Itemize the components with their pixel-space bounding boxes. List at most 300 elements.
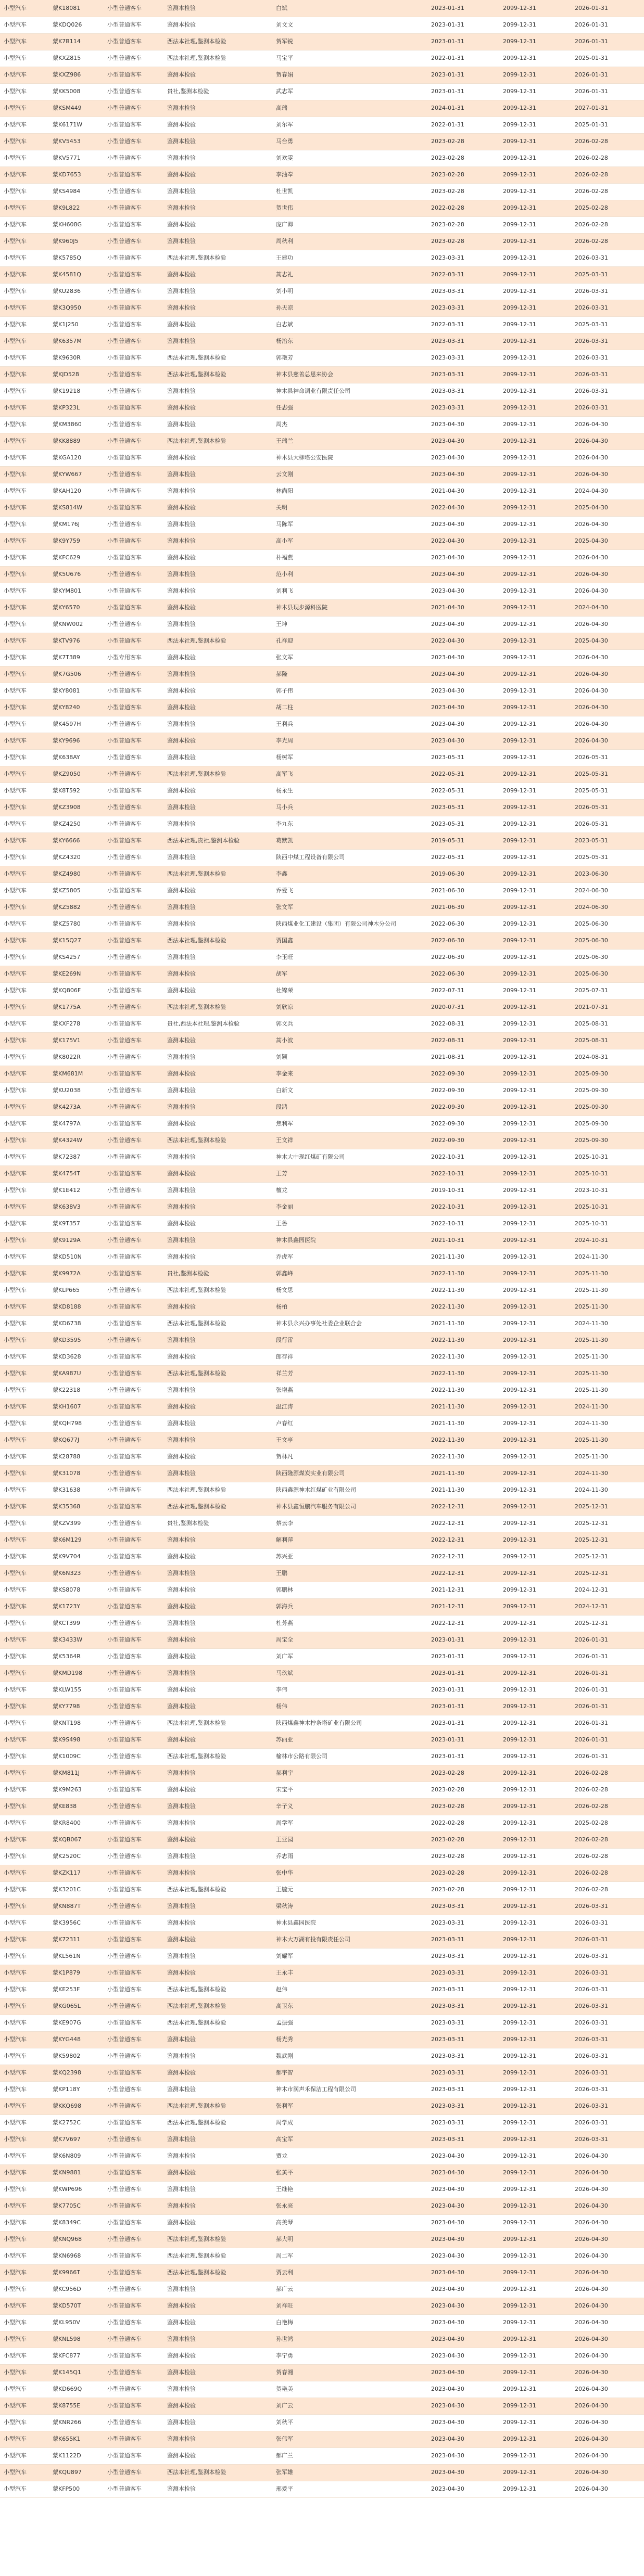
inspection-date-cell: 2021-11-30 [427, 1249, 499, 1265]
vehicle-model-cell: 小型普通客车 [104, 2281, 163, 2298]
plate-number-cell: 蒙KS8078 [49, 1582, 104, 1598]
owner-cell: 朴福燕 [272, 549, 427, 566]
plate-number-cell: 蒙K35368 [49, 1498, 104, 1515]
vehicle-type-cell: 小型汽车 [0, 683, 49, 699]
table-row [0, 649, 644, 666]
table-row [0, 1199, 644, 1215]
next-inspection-cell: 2026-02-28 [571, 1831, 644, 1848]
next-inspection-cell: 2026-04-30 [571, 616, 644, 633]
expiry-date-cell: 2099-12-31 [499, 0, 571, 17]
vehicle-type-cell: 小型汽车 [0, 1582, 49, 1598]
owner-cell: 葛默凯 [272, 832, 427, 849]
plate-number-cell: 蒙K15Q27 [49, 932, 104, 949]
next-inspection-cell: 2026-04-30 [571, 2298, 644, 2314]
vehicle-model-cell: 小型普通客车 [104, 1315, 163, 1332]
inspection-items-cell: 西法本社理,鉴测本检验 [163, 2015, 272, 2031]
plate-number-cell: 蒙KZV399 [49, 1515, 104, 1532]
vehicle-model-cell: 小型普通客车 [104, 1582, 163, 1598]
inspection-date-cell: 2021-10-31 [427, 1232, 499, 1249]
inspection-date-cell: 2022-06-30 [427, 949, 499, 966]
owner-cell: 卢春红 [272, 1415, 427, 1432]
owner-cell: 马陈军 [272, 516, 427, 533]
expiry-date-cell: 2099-12-31 [499, 1682, 571, 1698]
inspection-items-cell: 西法本社理,鉴测本检验 [163, 1365, 272, 1382]
next-inspection-cell: 2026-03-31 [571, 2048, 644, 2065]
table-row [0, 300, 644, 316]
next-inspection-cell: 2026-03-31 [571, 1898, 644, 1915]
vehicle-type-cell: 小型汽车 [0, 2198, 49, 2214]
vehicle-model-cell: 小型普通客车 [104, 683, 163, 699]
vehicle-model-cell: 小型普通客车 [104, 333, 163, 350]
inspection-date-cell: 2023-04-30 [427, 2231, 499, 2248]
owner-cell: 神木县现步源科医院 [272, 599, 427, 616]
plate-number-cell: 蒙K72387 [49, 1149, 104, 1165]
table-row [0, 1798, 644, 1815]
vehicle-type-cell: 小型汽车 [0, 2281, 49, 2298]
owner-cell: 陕西中煤工程设备有限公司 [272, 849, 427, 866]
vehicle-model-cell: 小型普通客车 [104, 932, 163, 949]
vehicle-model-cell: 小型普通客车 [104, 2431, 163, 2447]
owner-cell: 马小兵 [272, 799, 427, 816]
inspection-date-cell: 2023-02-28 [427, 133, 499, 150]
inspection-date-cell: 2023-01-31 [427, 0, 499, 17]
plate-number-cell: 蒙K8022R [49, 1049, 104, 1066]
inspection-date-cell: 2023-01-31 [427, 1648, 499, 1665]
next-inspection-cell: 2026-03-31 [571, 2114, 644, 2131]
inspection-items-cell: 鉴测本检验 [163, 200, 272, 216]
vehicle-type-cell: 小型汽车 [0, 2015, 49, 2031]
table-row [0, 1898, 644, 1915]
owner-cell: 王鹏 [272, 1565, 427, 1582]
expiry-date-cell: 2099-12-31 [499, 1798, 571, 1815]
plate-number-cell: 蒙KNR266 [49, 2414, 104, 2431]
owner-cell: 宋宝平 [272, 1782, 427, 1798]
expiry-date-cell: 2099-12-31 [499, 583, 571, 599]
expiry-date-cell: 2099-12-31 [499, 2065, 571, 2081]
inspection-date-cell: 2022-11-30 [427, 1299, 499, 1315]
plate-number-cell: 蒙KL950V [49, 2314, 104, 2331]
inspection-date-cell: 2023-03-31 [427, 1898, 499, 1915]
owner-cell: 邢爱平 [272, 2481, 427, 2497]
vehicle-type-cell: 小型汽车 [0, 849, 49, 866]
expiry-date-cell: 2099-12-31 [499, 1415, 571, 1432]
vehicle-model-cell: 小型普通客车 [104, 533, 163, 549]
plate-number-cell: 蒙KZ4980 [49, 866, 104, 882]
vehicle-model-cell: 小型普通客车 [104, 1482, 163, 1498]
inspection-date-cell: 2023-04-30 [427, 2298, 499, 2314]
inspection-date-cell: 2023-02-28 [427, 150, 499, 166]
plate-number-cell: 蒙K9630R [49, 350, 104, 366]
owner-cell: 李伟 [272, 1682, 427, 1698]
expiry-date-cell: 2099-12-31 [499, 2381, 571, 2398]
inspection-items-cell: 西法本社理,鉴测本检验 [163, 366, 272, 383]
inspection-date-cell: 2023-02-28 [427, 166, 499, 183]
inspection-date-cell: 2021-06-30 [427, 882, 499, 899]
expiry-date-cell: 2099-12-31 [499, 916, 571, 932]
table-row [0, 1548, 644, 1565]
owner-cell: 神木大万湖有投有限责任公司 [272, 1931, 427, 1948]
expiry-date-cell: 2099-12-31 [499, 2214, 571, 2231]
owner-cell: 王继艳 [272, 2181, 427, 2198]
owner-cell: 陕西隆源煤炭实业有限公司 [272, 1465, 427, 1482]
vehicle-type-cell: 小型汽车 [0, 1915, 49, 1931]
owner-cell: 马台勇 [272, 133, 427, 150]
inspection-date-cell: 2023-02-28 [427, 1848, 499, 1865]
vehicle-model-cell: 小型普通客车 [104, 882, 163, 899]
inspection-items-cell: 鉴测本检验 [163, 949, 272, 966]
inspection-items-cell: 鉴测本检验 [163, 1565, 272, 1582]
owner-cell: 乔爱飞 [272, 882, 427, 899]
table-row [0, 2264, 644, 2281]
vehicle-model-cell: 小型普通客车 [104, 866, 163, 882]
expiry-date-cell: 2099-12-31 [499, 416, 571, 433]
expiry-date-cell: 2099-12-31 [499, 1598, 571, 1615]
plate-number-cell: 蒙K7V697 [49, 2131, 104, 2148]
vehicle-model-cell: 小型普通客车 [104, 67, 163, 83]
vehicle-model-cell: 小型普通客车 [104, 1998, 163, 2015]
inspection-date-cell: 2021-11-30 [427, 1315, 499, 1332]
table-row [0, 1382, 644, 1399]
vehicle-type-cell: 小型汽车 [0, 1698, 49, 1715]
vehicle-model-cell: 小型普通客车 [104, 1299, 163, 1315]
owner-cell: 周宝全 [272, 1632, 427, 1648]
inspection-items-cell: 鉴测本检验 [163, 1165, 272, 1182]
next-inspection-cell: 2026-04-30 [571, 2447, 644, 2464]
plate-number-cell: 蒙KE838 [49, 1798, 104, 1815]
expiry-date-cell: 2099-12-31 [499, 117, 571, 133]
vehicle-model-cell: 小型普通客车 [104, 966, 163, 982]
inspection-date-cell: 2023-01-31 [427, 1715, 499, 1732]
inspection-date-cell: 2022-04-30 [427, 533, 499, 549]
vehicle-type-cell: 小型汽车 [0, 1598, 49, 1615]
vehicle-model-cell: 小型普通客车 [104, 1615, 163, 1632]
vehicle-type-cell: 小型汽车 [0, 450, 49, 466]
vehicle-model-cell: 小型普通客车 [104, 250, 163, 266]
vehicle-model-cell: 小型普通客车 [104, 2181, 163, 2198]
vehicle-model-cell: 小型普通客车 [104, 549, 163, 566]
next-inspection-cell: 2026-02-28 [571, 1782, 644, 1798]
vehicle-model-cell: 小型普通客车 [104, 17, 163, 33]
plate-number-cell: 蒙KQH798 [49, 1415, 104, 1432]
plate-number-cell: 蒙KY6570 [49, 599, 104, 616]
inspection-items-cell: 西法本社理,鉴测本检验 [163, 1981, 272, 1998]
expiry-date-cell: 2099-12-31 [499, 2081, 571, 2098]
owner-cell: 贾龙 [272, 2148, 427, 2164]
inspection-date-cell: 2023-03-31 [427, 350, 499, 366]
next-inspection-cell: 2026-05-31 [571, 816, 644, 832]
inspection-items-cell: 西法本社理,鉴测本检验 [163, 2248, 272, 2264]
plate-number-cell: 蒙K175V1 [49, 1032, 104, 1049]
plate-number-cell: 蒙KS4257 [49, 949, 104, 966]
owner-cell: 高卫东 [272, 1998, 427, 2015]
vehicle-model-cell: 小型普通客车 [104, 1732, 163, 1748]
vehicle-type-cell: 小型汽车 [0, 283, 49, 300]
table-row [0, 2198, 644, 2214]
plate-number-cell: 蒙KP118Y [49, 2081, 104, 2098]
expiry-date-cell: 2099-12-31 [499, 1199, 571, 1215]
table-row [0, 1299, 644, 1315]
inspection-date-cell: 2022-05-31 [427, 766, 499, 783]
next-inspection-cell: 2024-06-30 [571, 882, 644, 899]
plate-number-cell: 蒙K1775A [49, 999, 104, 1016]
owner-cell: 周学军 [272, 1815, 427, 1831]
table-row [0, 333, 644, 350]
table-row [0, 1698, 644, 1715]
table-row [0, 1332, 644, 1349]
plate-number-cell: 蒙K31078 [49, 1465, 104, 1482]
table-row [0, 466, 644, 483]
inspection-date-cell: 2023-03-31 [427, 2131, 499, 2148]
vehicle-type-cell: 小型汽车 [0, 1132, 49, 1149]
vehicle-type-cell: 小型汽车 [0, 1365, 49, 1382]
plate-number-cell: 蒙K145Q1 [49, 2364, 104, 2381]
inspection-date-cell: 2023-04-30 [427, 2398, 499, 2414]
next-inspection-cell: 2026-03-31 [571, 350, 644, 366]
inspection-items-cell: 鉴测本检验 [163, 1848, 272, 1865]
table-row [0, 2164, 644, 2181]
vehicle-model-cell: 小型普通客车 [104, 583, 163, 599]
vehicle-model-cell: 小型普通客车 [104, 1915, 163, 1931]
vehicle-type-cell: 小型汽车 [0, 400, 49, 416]
inspection-items-cell: 鉴测本检验 [163, 383, 272, 400]
expiry-date-cell: 2099-12-31 [499, 1016, 571, 1032]
vehicle-type-cell: 小型汽车 [0, 17, 49, 33]
inspection-items-cell: 鉴测本检验 [163, 1948, 272, 1965]
owner-cell: 神木县神命调业有限责任公司 [272, 383, 427, 400]
inspection-items-cell: 鉴测本检验 [163, 2398, 272, 2414]
inspection-items-cell: 西法本社理,鉴测本检验 [163, 1748, 272, 1765]
inspection-items-cell: 鉴测本检验 [163, 67, 272, 83]
plate-number-cell: 蒙K5364R [49, 1648, 104, 1665]
expiry-date-cell: 2099-12-31 [499, 2298, 571, 2314]
expiry-date-cell: 2099-12-31 [499, 1365, 571, 1382]
inspection-items-cell: 鉴测本检验 [163, 2348, 272, 2364]
plate-number-cell: 蒙KY8240 [49, 699, 104, 716]
inspection-items-cell: 西法本社理,贵社,鉴测本检验 [163, 832, 272, 849]
table-row [0, 766, 644, 783]
inspection-items-cell: 鉴测本检验 [163, 183, 272, 200]
vehicle-type-cell: 小型汽车 [0, 2331, 49, 2348]
inspection-items-cell: 鉴测本检验 [163, 1249, 272, 1265]
table-row [0, 450, 644, 466]
next-inspection-cell: 2025-02-28 [571, 200, 644, 216]
vehicle-model-cell: 小型普通客车 [104, 383, 163, 400]
vehicle-type-cell: 小型汽车 [0, 1165, 49, 1182]
owner-cell: 李金丽 [272, 1199, 427, 1215]
owner-cell: 马玖斌 [272, 1665, 427, 1682]
inspection-date-cell: 2022-12-31 [427, 1565, 499, 1582]
next-inspection-cell: 2025-11-30 [571, 1282, 644, 1299]
table-row [0, 1998, 644, 2015]
vehicle-model-cell: 小型普通客车 [104, 2065, 163, 2081]
next-inspection-cell: 2025-09-30 [571, 1116, 644, 1132]
vehicle-type-cell: 小型汽车 [0, 2031, 49, 2048]
table-row [0, 533, 644, 549]
vehicle-model-cell: 小型普通客车 [104, 1865, 163, 1881]
vehicle-model-cell: 小型普通客车 [104, 516, 163, 533]
vehicle-model-cell: 小型普通客车 [104, 733, 163, 749]
table-row [0, 83, 644, 100]
expiry-date-cell: 2099-12-31 [499, 2464, 571, 2481]
table-row [0, 2331, 644, 2348]
owner-cell: 贺林凡 [272, 1449, 427, 1465]
inspection-date-cell: 2023-02-28 [427, 216, 499, 233]
plate-number-cell: 蒙K9Y759 [49, 533, 104, 549]
owner-cell: 杨柏 [272, 1299, 427, 1315]
table-row [0, 1848, 644, 1865]
expiry-date-cell: 2099-12-31 [499, 733, 571, 749]
plate-number-cell: 蒙KZ5780 [49, 916, 104, 932]
vehicle-type-cell: 小型汽车 [0, 2065, 49, 2081]
vehicle-type-cell: 小型汽车 [0, 67, 49, 83]
expiry-date-cell: 2099-12-31 [499, 2198, 571, 2214]
plate-number-cell: 蒙KM176J [49, 516, 104, 533]
expiry-date-cell: 2099-12-31 [499, 400, 571, 416]
inspection-items-cell: 西法本社理,鉴测本检验 [163, 932, 272, 949]
table-row [0, 816, 644, 832]
inspection-date-cell: 2022-03-31 [427, 316, 499, 333]
vehicle-type-cell: 小型汽车 [0, 83, 49, 100]
table-row [0, 1349, 644, 1365]
vehicle-type-cell: 小型汽车 [0, 1332, 49, 1349]
inspection-items-cell: 鉴测本检验 [163, 233, 272, 250]
inspection-date-cell: 2024-01-31 [427, 100, 499, 117]
table-row [0, 216, 644, 233]
vehicle-model-cell: 小型普通客车 [104, 0, 163, 17]
next-inspection-cell: 2025-08-31 [571, 1032, 644, 1049]
vehicle-model-cell: 小型普通客车 [104, 233, 163, 250]
vehicle-type-cell: 小型汽车 [0, 250, 49, 266]
vehicle-type-cell: 小型汽车 [0, 2214, 49, 2231]
vehicle-type-cell: 小型汽车 [0, 166, 49, 183]
vehicle-model-cell: 小型普通客车 [104, 1831, 163, 1848]
next-inspection-cell: 2025-11-30 [571, 1365, 644, 1382]
plate-number-cell: 蒙KQ806F [49, 982, 104, 999]
expiry-date-cell: 2099-12-31 [499, 300, 571, 316]
inspection-date-cell: 2022-08-31 [427, 1016, 499, 1032]
owner-cell: 刘秋平 [272, 2414, 427, 2431]
vehicle-type-cell: 小型汽车 [0, 899, 49, 916]
inspection-date-cell: 2023-03-31 [427, 1948, 499, 1965]
plate-number-cell: 蒙KS4984 [49, 183, 104, 200]
plate-number-cell: 蒙K9T357 [49, 1215, 104, 1232]
next-inspection-cell: 2026-02-28 [571, 1798, 644, 1815]
table-row [0, 1165, 644, 1182]
table-row [0, 1249, 644, 1265]
next-inspection-cell: 2025-12-31 [571, 1565, 644, 1582]
inspection-date-cell: 2023-04-30 [427, 2181, 499, 2198]
expiry-date-cell: 2099-12-31 [499, 699, 571, 716]
expiry-date-cell: 2099-12-31 [499, 166, 571, 183]
owner-cell: 白斌 [272, 0, 427, 17]
owner-cell: 王文祥 [272, 1132, 427, 1149]
vehicle-type-cell: 小型汽车 [0, 366, 49, 383]
table-row [0, 1782, 644, 1798]
vehicle-type-cell: 小型汽车 [0, 1998, 49, 2015]
vehicle-model-cell: 小型普通客车 [104, 1066, 163, 1082]
next-inspection-cell: 2025-03-31 [571, 266, 644, 283]
vehicle-type-cell: 小型汽车 [0, 2248, 49, 2264]
vehicle-type-cell: 小型汽车 [0, 1066, 49, 1082]
inspection-items-cell: 鉴测本检验 [163, 400, 272, 416]
plate-number-cell: 蒙KY9696 [49, 733, 104, 749]
next-inspection-cell: 2026-04-30 [571, 549, 644, 566]
table-row [0, 1915, 644, 1931]
table-row [0, 1132, 644, 1149]
inspection-date-cell: 2022-06-30 [427, 932, 499, 949]
expiry-date-cell: 2099-12-31 [499, 1848, 571, 1865]
inspection-items-cell: 鉴测本检验 [163, 316, 272, 333]
plate-number-cell: 蒙KYG448 [49, 2031, 104, 2048]
table-row [0, 966, 644, 982]
expiry-date-cell: 2099-12-31 [499, 783, 571, 799]
table-row [0, 1515, 644, 1532]
vehicle-model-cell: 小型普通客车 [104, 166, 163, 183]
next-inspection-cell: 2026-02-28 [571, 133, 644, 150]
next-inspection-cell: 2026-03-31 [571, 400, 644, 416]
plate-number-cell: 蒙K9L822 [49, 200, 104, 216]
next-inspection-cell: 2024-06-30 [571, 899, 644, 916]
expiry-date-cell: 2099-12-31 [499, 1032, 571, 1049]
vehicle-model-cell: 小型普通客车 [104, 150, 163, 166]
vehicle-model-cell: 小型普通客车 [104, 2364, 163, 2381]
next-inspection-cell: 2026-04-30 [571, 2331, 644, 2348]
plate-number-cell: 蒙K8755E [49, 2398, 104, 2414]
owner-cell: 白艳梅 [272, 2314, 427, 2331]
vehicle-model-cell: 小型普通客车 [104, 1698, 163, 1715]
vehicle-type-cell: 小型汽车 [0, 200, 49, 216]
table-row [0, 832, 644, 849]
owner-cell: 焦利军 [272, 1116, 427, 1132]
plate-number-cell: 蒙K3Q950 [49, 300, 104, 316]
table-row [0, 1532, 644, 1548]
inspection-items-cell: 鉴测本检验 [163, 2414, 272, 2431]
vehicle-model-cell: 小型普通客车 [104, 499, 163, 516]
vehicle-model-cell: 小型普通客车 [104, 1199, 163, 1215]
vehicle-model-cell: 小型普通客车 [104, 1931, 163, 1948]
owner-cell: 贺艳美 [272, 2381, 427, 2398]
vehicle-type-cell: 小型汽车 [0, 1149, 49, 1165]
inspection-date-cell: 2022-10-31 [427, 1165, 499, 1182]
next-inspection-cell: 2026-03-31 [571, 300, 644, 316]
inspection-items-cell: 鉴测本检验 [163, 799, 272, 816]
expiry-date-cell: 2099-12-31 [499, 1249, 571, 1265]
plate-number-cell: 蒙K3433W [49, 1632, 104, 1648]
vehicle-model-cell: 小型普通客车 [104, 416, 163, 433]
expiry-date-cell: 2099-12-31 [499, 1665, 571, 1682]
owner-cell: 张伟军 [272, 2431, 427, 2447]
vehicle-type-cell: 小型汽车 [0, 2447, 49, 2464]
owner-cell: 杨树军 [272, 749, 427, 766]
table-row [0, 1498, 644, 1515]
expiry-date-cell: 2099-12-31 [499, 200, 571, 216]
inspection-items-cell: 鉴测本检验 [163, 1082, 272, 1099]
next-inspection-cell: 2026-01-31 [571, 1682, 644, 1698]
table-row [0, 1099, 644, 1116]
owner-cell: 周学成 [272, 2114, 427, 2131]
table-row [0, 1482, 644, 1498]
table-row [0, 1315, 644, 1332]
next-inspection-cell: 2025-11-30 [571, 1349, 644, 1365]
inspection-date-cell: 2023-03-31 [427, 2015, 499, 2031]
next-inspection-cell: 2026-04-30 [571, 2181, 644, 2198]
inspection-date-cell: 2022-11-30 [427, 1432, 499, 1449]
plate-number-cell: 蒙K9966T [49, 2264, 104, 2281]
vehicle-type-cell: 小型汽车 [0, 1532, 49, 1548]
vehicle-model-cell: 小型普通客车 [104, 1132, 163, 1149]
next-inspection-cell: 2026-02-28 [571, 233, 644, 250]
vehicle-model-cell: 小型普通客车 [104, 1265, 163, 1282]
